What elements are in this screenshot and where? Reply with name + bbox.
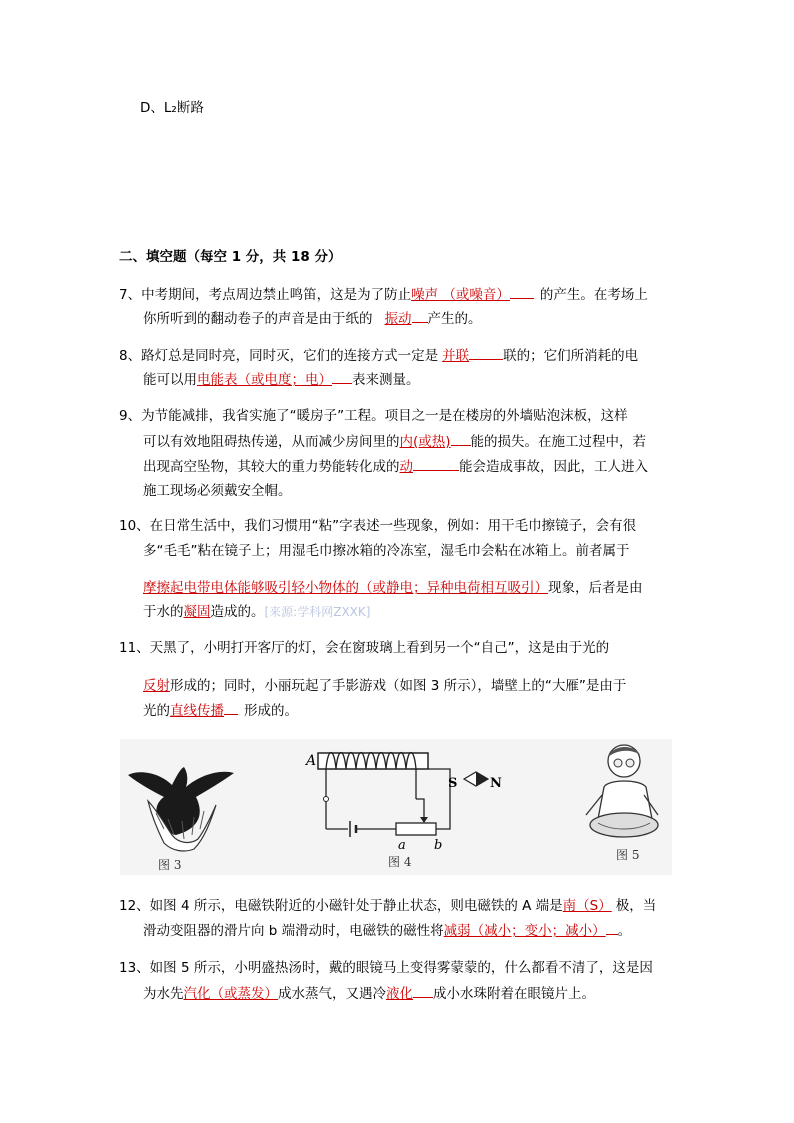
q11-text: 光的 [143,703,170,719]
q12-answer-2: 减弱（减小；变小；减小） [443,923,606,939]
q8-text: 表来测量。 [352,372,420,388]
q11-answer-1: 反射 [143,678,170,694]
label-A: A [306,753,317,769]
q12-text: 。 [617,923,632,939]
q8-answer-2: 电能表（或电度；电） [197,372,332,388]
q7-answer-1: 噪声 （或噪音） [411,287,510,303]
q8-answer-1: 并联 [442,348,470,364]
blank-line [413,983,433,998]
q10-text: 造成的。 [210,604,265,620]
figure-5-caption: 图 5 [616,848,640,862]
q12-text: 极，当 [615,898,657,914]
blank-line [224,700,238,715]
q9-text: 能的损失。在施工过程中，若 [470,434,647,450]
blank-line [606,920,618,935]
q9-answer-1: 内(或热) [399,434,451,450]
label-b: b [434,838,443,853]
blank-line [332,369,352,384]
q10-answer-1: 摩擦起电带电体能够吸引轻小物体的（或静电；异种电荷相互吸引） [143,580,548,596]
q10-text: 于水的 [143,604,184,620]
bowl [590,813,658,837]
q11-text: 形成的。 [244,703,298,719]
q8-text: 能可以用 [143,372,197,388]
q12-answer-1: 南（S） [562,898,612,914]
q7-text: 7、中考期间，考点周边禁止鸣笛，这是为了防止 [119,287,412,303]
q10-text: 10、在日常生活中，我们习惯用“粘”字表述一些现象，例如：用干毛巾擦镜子，会有很 [119,518,637,534]
q12-text: 滑动变阻器的滑片向 b 端滑动时，电磁铁的磁性将 [143,923,444,939]
q9-text: 9、为节能减排，我省实施了“暖房子”工程。项目之一是在楼房的外墙贴泡沫板，这样 [119,408,628,424]
q8-text: 8、路灯总是同时亮，同时灭，它们的连接方式一定是 [119,348,439,364]
q11-answer-2: 直线传播 [170,703,224,719]
label-a: a [398,838,406,853]
q11-text: 形成的；同时，小丽玩起了手影游戏（如图 3 所示），墙壁上的“大雁”是由于 [170,678,627,694]
q13-text: 成水蒸气，又遇冷 [278,986,386,1002]
q7-text: 你所听到的翻动卷子的声音是由于纸的 [143,311,373,327]
q13-text: 13、如图 5 所示，小明盛热汤时，戴的眼镜马上变得雾蒙蒙的，什么都看不清了，这是因 [119,960,653,976]
label-S: S [448,776,458,791]
q9-text: 出现高空坠物，其较大的重力势能转化成的 [143,459,400,475]
q7-text: 产生的。 [427,311,482,327]
q13-text: 为水先 [143,986,184,1002]
option-d: D、L₂断路 [140,100,204,116]
blank-line [469,345,503,360]
q9-text: 施工现场必须戴安全帽。 [143,483,292,499]
q13-text: 成小水珠附着在眼镜片上。 [433,986,595,1002]
blank-line [451,431,471,446]
blank-line [412,308,428,323]
blank-line [413,456,459,471]
q13-answer-1: 汽化（或蒸发） [183,986,278,1002]
q7-text: 的产生。在考场上 [539,287,648,303]
q9-text: 可以有效地阻碍热传递，从而减少房间里的 [143,434,400,450]
figure-4-caption: 图 4 [388,855,412,869]
q10-text: 现象，后者是由 [548,580,643,596]
glasses-icon [614,759,622,767]
figure-4-circuit [300,739,510,875]
label-N: N [490,776,502,791]
q10-text: 多“毛毛”粘在镜子上；用湿毛巾擦冰箱的冷冻室，湿毛巾会粘在冰箱上。前者属于 [143,543,630,559]
source-watermark: [来源:学科网ZXXK] [264,605,371,619]
figure-5-boy [572,739,672,875]
slider [416,799,424,819]
rheostat [396,823,436,835]
q10-answer-2: 凝固 [183,604,211,620]
q11-text: 11、天黑了，小明打开客厅的灯，会在窗玻璃上看到另一个“自己”，这是由于光的 [119,640,610,656]
blank-line [510,284,534,299]
q8-text: 联的；它们所消耗的电 [503,348,639,364]
figure-3-hand-shadow [120,739,240,875]
q7-answer-2: 振动 [384,311,412,327]
section-title: 二、填空题（每空 1 分，共 18 分） [119,249,342,265]
figures-strip [120,739,672,875]
figure-3-caption: 图 3 [158,858,182,872]
q9-answer-2: 动 [399,459,413,475]
q13-answer-2: 液化 [386,986,413,1002]
q12-text: 12、如图 4 所示，电磁铁附近的小磁针处于静止状态，则电磁铁的 A 端是 [119,898,563,914]
q9-text: 能会造成事故，因此，工人进入 [459,459,648,475]
